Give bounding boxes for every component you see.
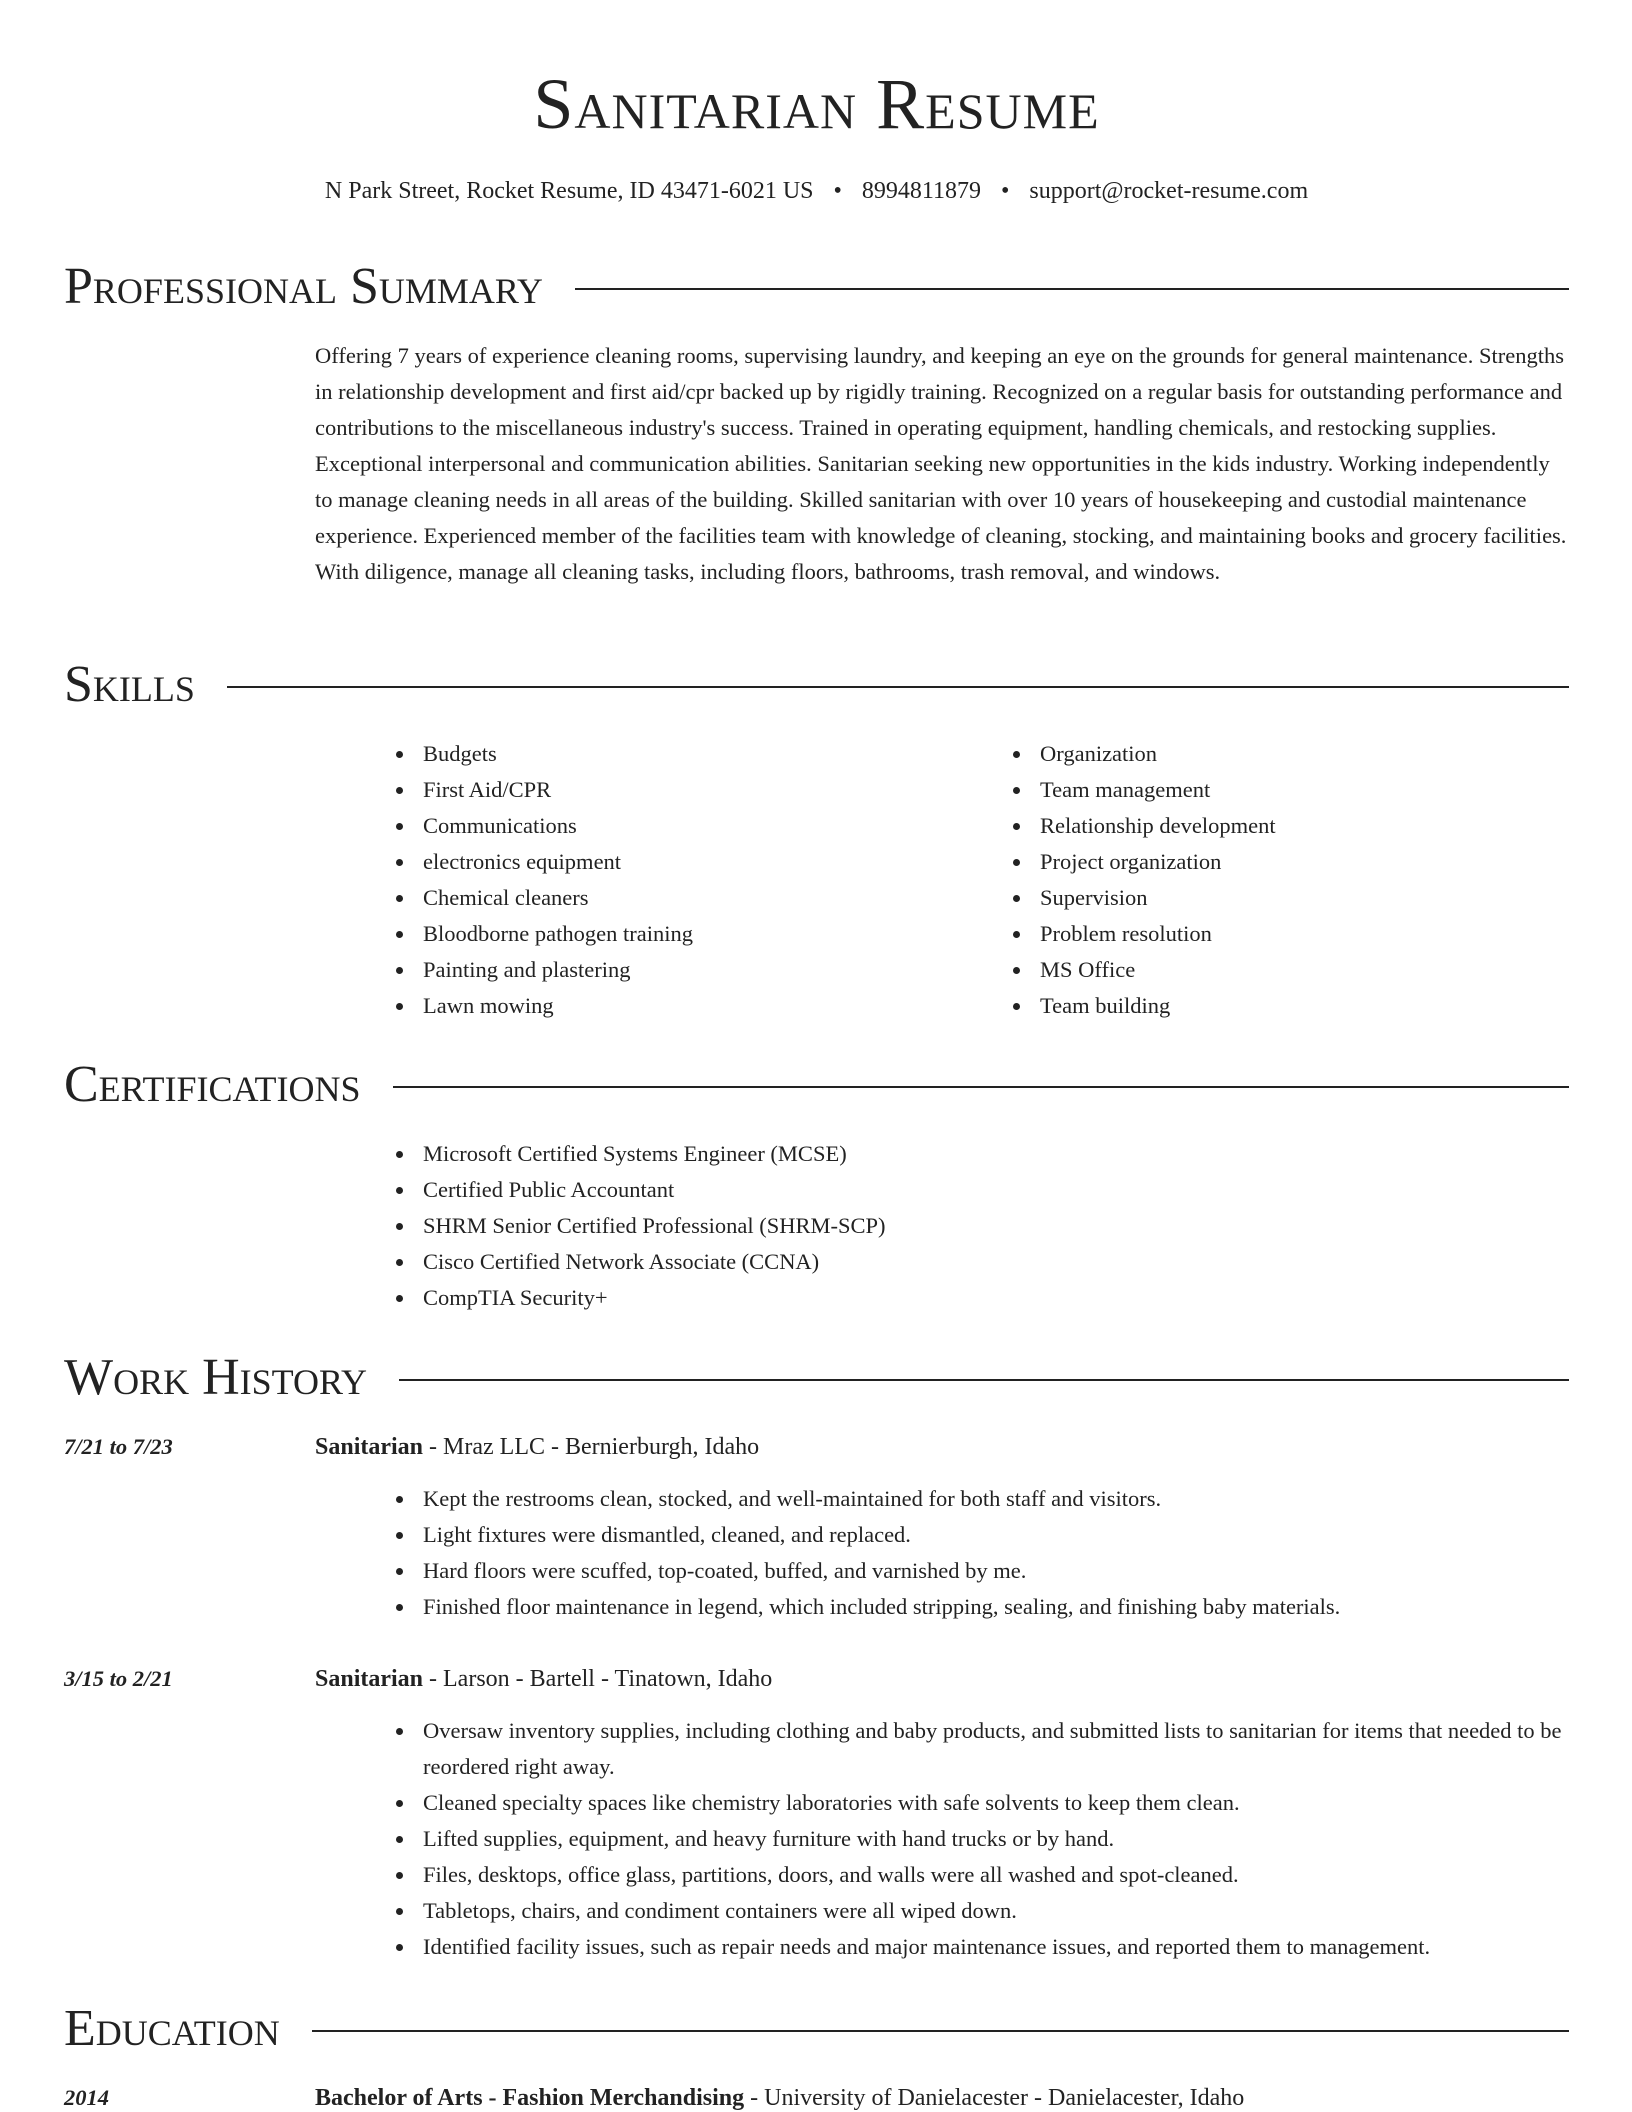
contact-address: N Park Street, Rocket Resume, ID 43471-6021 US (324, 178, 814, 204)
contact-separator: • (833, 178, 842, 204)
resume-page (64, 0, 1569, 2112)
job-duty-item: Identified facility issues, such as repair needs and major maintenance issues, and reported them to management. (379, 1929, 1569, 1965)
education-school: - University of Danielacester - Danielacester, Idaho (744, 2085, 1245, 2111)
skill-item: Chemical cleaners (379, 880, 979, 916)
skill-item: Painting and plastering (379, 952, 979, 988)
education-line (315, 2080, 1569, 2112)
section-divider (393, 1086, 1569, 1088)
contact-separator: • (1001, 178, 1010, 204)
certification-item: Cisco Certified Network Associate (CCNA) (379, 1244, 1569, 1280)
job-employer: - Larson - Bartell - Tinatown, Idaho (423, 1666, 773, 1692)
skill-item: Team building (996, 988, 1569, 1024)
job-title-line (315, 1429, 1569, 1465)
job-dates: 7/21 to 7/23 (64, 1434, 173, 1459)
certification-item: Certified Public Accountant (379, 1172, 1569, 1208)
education-degree: Bachelor of Arts - Fashion Merchandising (315, 2085, 745, 2111)
skill-item: electronics equipment (379, 844, 979, 880)
skill-item: Budgets (379, 736, 979, 772)
job-title: Sanitarian (315, 1434, 424, 1460)
job-duty-item: Hard floors were scuffed, top-coated, buffed, and varnished by me. (379, 1553, 1569, 1589)
certification-item: CompTIA Security+ (379, 1280, 1569, 1316)
job-duty-item: Tabletops, chairs, and condiment containers were all wiped down. (379, 1893, 1569, 1929)
job-duty-item: Light fixtures were dismantled, cleaned, and replaced. (379, 1517, 1569, 1553)
skill-item: First Aid/CPR (379, 772, 979, 808)
skill-item: Organization (996, 736, 1569, 772)
skill-item: Relationship development (996, 808, 1569, 844)
job-duty-item: Finished floor maintenance in legend, which included stripping, sealing, and finishing baby materials. (379, 1589, 1569, 1625)
contact-email: support@rocket-resume.com (1029, 178, 1309, 204)
job-duties-list (379, 1481, 1569, 1625)
job-dates: 3/15 to 2/21 (64, 1666, 173, 1691)
contact-phone: 8994811879 (861, 178, 982, 204)
education-year: 2014 (64, 2085, 109, 2110)
section-divider (227, 686, 1569, 688)
resume-title: Sanitarian Resume (533, 64, 1100, 144)
skill-item: Project organization (996, 844, 1569, 880)
section-title: Professional Summary (64, 258, 543, 315)
skill-item: Team management (996, 772, 1569, 808)
skill-item: MS Office (996, 952, 1569, 988)
job-duties-list (379, 1713, 1569, 1965)
section-divider (575, 288, 1569, 290)
certification-item: Microsoft Certified Systems Engineer (MCSE) (379, 1136, 1569, 1172)
section-divider (399, 1379, 1569, 1381)
section-divider (312, 2030, 1569, 2032)
job-employer: - Mraz LLC - Bernierburgh, Idaho (423, 1434, 760, 1460)
job-duty-item: Cleaned specialty spaces like chemistry laboratories with safe solvents to keep them clean. (379, 1785, 1569, 1821)
skill-item: Bloodborne pathogen training (379, 916, 979, 952)
job-title: Sanitarian (315, 1666, 424, 1692)
section-heading-work (64, 1345, 1569, 1411)
skills-list-right (996, 736, 1569, 1024)
certification-item: SHRM Senior Certified Professional (SHRM-SCP) (379, 1208, 1569, 1244)
section-title: Education (64, 2000, 280, 2057)
job-duty-item: Lifted supplies, equipment, and heavy furniture with hand trucks or by hand. (379, 1821, 1569, 1857)
summary-paragraph: Offering 7 years of experience cleaning rooms, supervising laundry, and keeping an eye on the grounds for general maintenance. Strengths in relationship development and first aid/cpr backed up by rigidly training. Recognized on a regular basis for outstanding performance and contributions to the miscellaneous industry's success. Trained in operating equipment, handling chemicals, and restocking supplies. Exceptional interpersonal and communication abilities. Sanitarian seeking new opportunities in the kids industry. Working independently to manage cleaning needs in all areas of the building. Skilled sanitarian with over 10 years of housekeeping and custodial maintenance experience. Experienced member of the facilities team with knowledge of cleaning, stocking, and maintaining books and grocery facilities. With diligence, manage all cleaning tasks, including floors, bathrooms, trash removal, and windows. (315, 343, 1567, 584)
section-title: Certifications (64, 1056, 361, 1113)
skill-item: Supervision (996, 880, 1569, 916)
section-title: Work History (64, 1349, 368, 1406)
job-title-line (315, 1661, 1569, 1697)
section-heading-education (64, 1996, 1569, 2062)
certifications-list (379, 1136, 1569, 1316)
job-duty-item: Kept the restrooms clean, stocked, and well-maintained for both staff and visitors. (379, 1481, 1569, 1517)
section-heading-skills (64, 652, 1569, 718)
section-title: Skills (64, 656, 195, 713)
contact-line (64, 175, 1569, 207)
skill-item: Lawn mowing (379, 988, 979, 1024)
job-duty-item: Files, desktops, office glass, partitions, doors, and walls were all washed and spot-cleaned. (379, 1857, 1569, 1893)
skill-item: Communications (379, 808, 979, 844)
section-heading-certifications (64, 1052, 1569, 1118)
skill-item: Problem resolution (996, 916, 1569, 952)
section-heading-summary (64, 254, 1569, 320)
skills-list-left (379, 736, 979, 1024)
job-duty-item: Oversaw inventory supplies, including clothing and baby products, and submitted lists to sanitarian for items that needed to be reordered right away. (379, 1713, 1569, 1785)
